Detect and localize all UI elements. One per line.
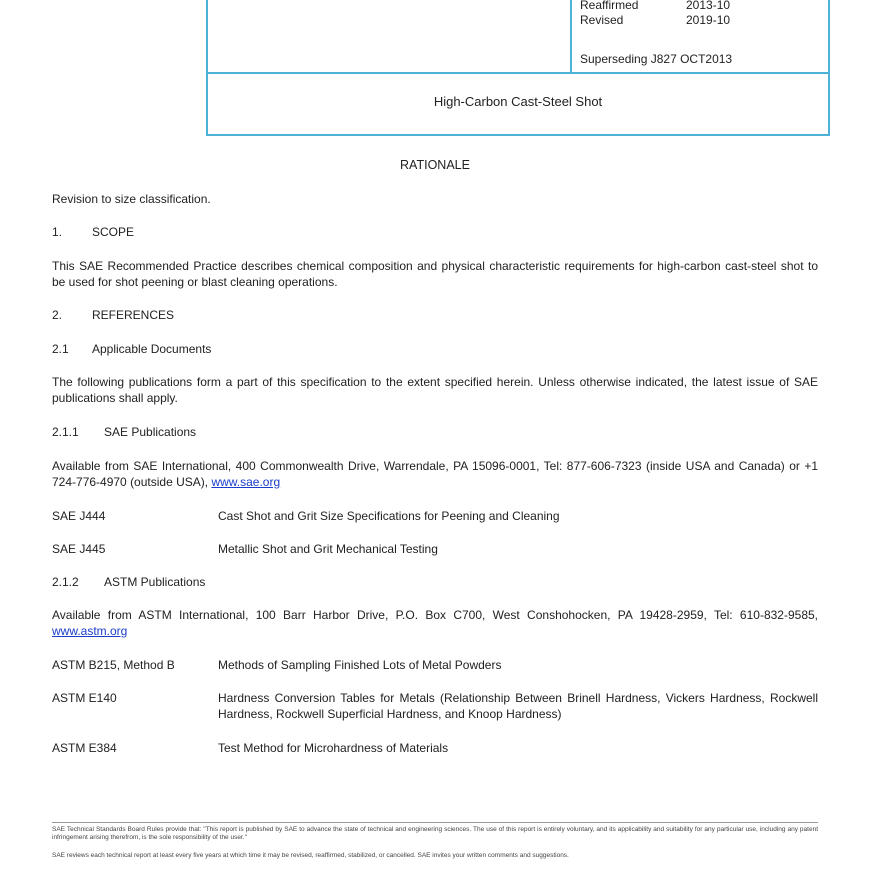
reference-description: Metallic Shot and Grit Mechanical Testing — [218, 542, 438, 556]
sae-publications-number: 2.1.1 — [52, 425, 79, 439]
references-number: 2. — [52, 308, 63, 322]
superseding-text: Superseding J827 OCT2013 — [580, 52, 733, 66]
document-title: High-Carbon Cast-Steel Shot — [433, 94, 603, 109]
footer-divider — [52, 822, 818, 823]
applicable-documents-number: 2.1 — [52, 342, 69, 356]
document-header — [206, 0, 830, 136]
reference-description: Cast Shot and Grit Size Specifications for Peening and Cleaning — [218, 509, 560, 523]
scope-number: 1. — [52, 225, 63, 239]
reaffirmed-row — [580, 0, 730, 12]
references-heading — [52, 307, 818, 323]
reference-description: Methods of Sampling Finished Lots of Metal Powders — [218, 658, 502, 672]
references-title: REFERENCES — [92, 308, 175, 322]
reference-code: ASTM E140 — [52, 691, 117, 705]
reference-description: Hardness Conversion Tables for Metals (Relationship Between Brinell Hardness, Vickers Hardness, Rockwell Hardness, Rockwell Superficial Hardness, and Knoop Hardness) — [218, 691, 818, 721]
astm-publications-title: ASTM Publications — [104, 575, 206, 589]
reference-code: SAE J445 — [52, 542, 106, 556]
header-dates-block — [572, 0, 828, 74]
reaffirmed-date: 2013-10 — [686, 0, 731, 12]
scope-text: This SAE Recommended Practice describes chemical composition and physical characteristic requirements for high-carbon cast-steel shot to be used for shot peening or blast cleaning operations. — [52, 259, 818, 289]
astm-publications-text — [52, 607, 818, 639]
sae-address: Available from SAE International, 400 Commonwealth Drive, Warrendale, PA 15096-0001, Tel: 877-606-7323 (inside USA and Canada) or +1 724-776-4970 (outside USA), — [52, 459, 818, 489]
sae-publications-text — [52, 458, 818, 490]
reference-code: ASTM E384 — [52, 741, 117, 755]
revised-label: Revised — [580, 13, 624, 27]
applicable-documents-text: The following publications form a part of this specification to the extent specified herein. Unless otherwise indicated, the latest issue of SAE publications shall apply. — [52, 375, 818, 405]
reference-code: SAE J444 — [52, 509, 106, 523]
header-standard-block — [208, 0, 572, 74]
revised-date: 2019-10 — [686, 13, 731, 27]
astm-publications-number: 2.1.2 — [52, 575, 79, 589]
sae-publications-title: SAE Publications — [104, 425, 197, 439]
sae-publications-heading — [52, 424, 818, 440]
astm-website-link[interactable]: www.astm.org — [52, 624, 128, 638]
astm-address: Available from ASTM International, 100 Barr Harbor Drive, P.O. Box C700, West Conshohocken, PA 19428-2959, Tel: 610-832-9585, — [52, 608, 818, 622]
rationale-heading: RATIONALE — [400, 158, 470, 172]
sae-website-link[interactable]: www.sae.org — [211, 475, 281, 489]
applicable-documents-title: Applicable Documents — [92, 342, 212, 356]
rationale-text: Revision to size classification. — [52, 192, 211, 206]
footer-review-notice: SAE reviews each technical report at least every five years at which time it may be revised, reaffirmed, stabilized, or cancelled. SAE invites your written comments and suggestions. — [52, 852, 569, 859]
footer-notice: SAE Technical Standards Board Rules provide that: "This report is published by SAE to advance the state of technical and engineering sciences. The use of this report is entirely voluntary, and its applicability and suitability for any particular use, including any patent infringement arising therefrom, is the sole responsibility of the user." — [52, 826, 818, 841]
scope-title: SCOPE — [92, 225, 135, 239]
astm-publications-heading — [52, 574, 818, 590]
applicable-documents-heading — [52, 341, 818, 357]
reference-code: ASTM B215, Method B — [52, 658, 175, 672]
reaffirmed-label: Reaffirmed — [580, 0, 639, 12]
scope-heading — [52, 224, 818, 240]
reference-description: Test Method for Microhardness of Materials — [218, 741, 449, 755]
revised-row — [580, 13, 730, 27]
